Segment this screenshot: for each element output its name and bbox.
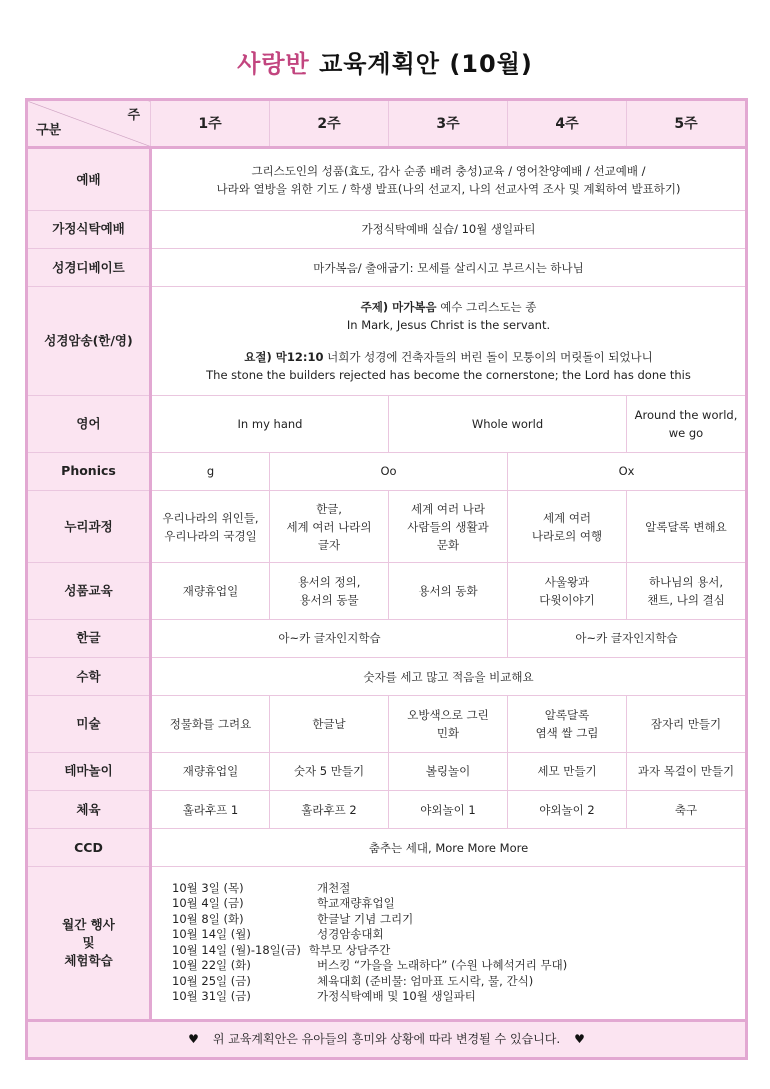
theme-play-label: 테마놀이 (27, 752, 151, 790)
nuri-w3-l2: 사람들의 생활과 (407, 519, 489, 534)
english-weeks-1-2: In my hand (151, 396, 389, 452)
event-item (172, 958, 741, 974)
nuri-w2-l2: 세계 여러 나라의 (286, 519, 372, 534)
heart-icon: ♥ (188, 1032, 199, 1047)
heart-icon: ♥ (574, 1032, 585, 1047)
character-w2-l2: 용서의 동물 (299, 593, 359, 607)
event-date: 10월 3일 (목) (172, 880, 244, 895)
phonics-row (27, 452, 747, 490)
hangul-label: 한글 (27, 619, 151, 657)
character-w5-l2: 챈트, 나의 결심 (647, 593, 725, 607)
bible-debate-row (27, 249, 747, 287)
character-week-2 (270, 563, 389, 619)
pe-week-5: 축구 (627, 790, 747, 828)
memory-verse-label: 요절) 막12:10 (244, 350, 324, 365)
ccd-content: 춤추는 세대, More More More (151, 829, 747, 867)
nuri-week-4 (508, 490, 627, 563)
event-date: 10월 14일 (월) (172, 927, 251, 942)
character-w4-l2: 다윗이야기 (539, 593, 595, 607)
education-plan-table (25, 98, 748, 1060)
art-w2-l1: 한글날 (312, 716, 346, 731)
art-week-3 (389, 696, 508, 752)
art-row (27, 696, 747, 752)
theme-play-week-5: 과자 목걸이 만들기 (627, 752, 747, 790)
memory-theme-label: 주제) 마가복음 (360, 300, 437, 315)
bible-memory-label: 성경암송(한/영) (27, 287, 151, 396)
memory-verse-korean: 너희가 성경에 건축자들의 버린 돌이 모퉁이의 머릿돌이 되었나니 (327, 350, 653, 365)
pe-label: 체육 (27, 790, 151, 828)
math-row (27, 657, 747, 695)
event-item (172, 912, 741, 928)
week-3-header: 3주 (389, 100, 508, 148)
art-label: 미술 (27, 696, 151, 752)
character-w2-l1: 용서의 정의, (297, 575, 361, 589)
nuri-w4-l1: 세계 여러 (542, 510, 592, 525)
event-item (172, 943, 741, 959)
character-w3-l1: 용서의 동화 (418, 584, 478, 598)
worship-label: 예배 (27, 148, 151, 210)
events-label-line-3: 체험학습 (64, 952, 113, 968)
nuri-week-5 (627, 490, 747, 563)
event-text: 체육대회 (준비물: 엄마표 도시락, 물, 간식) (317, 973, 534, 988)
pe-week-4: 야외놀이 2 (508, 790, 627, 828)
event-text: 한글날 기념 그리기 (317, 911, 414, 926)
events-label-line-2: 및 (82, 934, 95, 950)
english-week-5 (627, 396, 747, 452)
math-label: 수학 (27, 657, 151, 695)
week-1-header: 1주 (151, 100, 270, 148)
english-weeks-3-4: Whole world (389, 396, 627, 452)
events-label-line-1: 월간 행사 (62, 916, 115, 932)
art-w3-l1: 오방색으로 그린 (407, 707, 489, 722)
week-2-header: 2주 (270, 100, 389, 148)
nuri-w5-l1: 알록달록 변해요 (645, 519, 727, 534)
nuri-w1-l2: 우리나라의 국경일 (164, 528, 257, 543)
nuri-w3-l1: 세계 여러 나라 (411, 501, 485, 516)
phonics-week-1: g (151, 452, 270, 490)
event-text: 학교재량휴업일 (317, 896, 395, 911)
nuri-week-1 (151, 490, 270, 563)
art-w4-l1: 알록달록 (544, 707, 590, 722)
event-item (172, 881, 741, 897)
character-w1-l1: 재량휴업일 (182, 584, 239, 598)
worship-row (27, 148, 747, 210)
art-w3-l2: 민화 (436, 725, 460, 740)
character-w4-l1: 사울왕과 (544, 575, 590, 589)
english-label: 영어 (27, 396, 151, 452)
week-axis-label: 주 (127, 108, 140, 123)
art-w4-l2: 염색 쌀 그림 (535, 725, 599, 740)
character-row (27, 563, 747, 619)
worship-content (151, 148, 747, 210)
family-worship-row (27, 210, 747, 248)
event-date: 10월 8일 (화) (172, 911, 244, 926)
nuri-week-2 (270, 490, 389, 563)
english-week-5-line-2: we go (668, 425, 704, 440)
worship-line-2: 나라와 열방을 위한 기도 / 학생 발표(나의 선교지, 나의 선교사역 조사 및 계획하여 발표하기) (216, 181, 681, 196)
category-axis-label: 구분 (36, 123, 62, 139)
bible-debate-label: 성경디베이트 (27, 249, 151, 287)
ccd-label: CCD (27, 829, 151, 867)
memory-theme-english: In Mark, Jesus Christ is the servant. (346, 318, 551, 333)
english-row (27, 396, 747, 452)
phonics-weeks-4-5: Ox (508, 452, 747, 490)
footer-row (27, 1020, 747, 1058)
event-item (172, 927, 741, 943)
plan-title: 교육계획안 (10월) (319, 50, 533, 78)
event-date: 10월 31일 (금) (172, 989, 251, 1004)
nuri-w4-l2: 나라로의 여행 (531, 528, 603, 543)
event-date: 10월 22일 (화) (172, 958, 251, 973)
memory-theme (156, 298, 741, 316)
theme-play-week-2: 숫자 5 만들기 (270, 752, 389, 790)
theme-play-week-1: 재량휴업일 (151, 752, 270, 790)
memory-verse (156, 348, 741, 366)
events-row (27, 867, 747, 1020)
math-content: 숫자를 세고 많고 적음을 비교해요 (151, 657, 747, 695)
events-list (151, 867, 747, 1020)
event-date: 10월 14일 (월)-18일(금) (172, 942, 301, 957)
art-w1-l1: 정물화를 그려요 (169, 716, 252, 731)
character-week-1 (151, 563, 270, 619)
character-week-5 (627, 563, 747, 619)
event-text: 가정식탁예배 및 10월 생일파티 (317, 989, 476, 1004)
hangul-weeks-1-3: 아~카 글자인지학습 (151, 619, 508, 657)
english-week-5-line-1: Around the world, (634, 407, 738, 422)
phonics-label: Phonics (27, 452, 151, 490)
nuri-w2-l1: 한글, (316, 501, 342, 516)
nuri-w1-l1: 우리나라의 위인들, (162, 510, 259, 525)
nuri-week-3 (389, 490, 508, 563)
event-text: 개천절 (317, 880, 351, 895)
pe-row (27, 790, 747, 828)
bible-memory-content (151, 287, 747, 396)
header-row (27, 100, 747, 148)
family-worship-content: 가정식탁예배 실습/ 10월 생일파티 (151, 210, 747, 248)
family-worship-label: 가정식탁예배 (27, 210, 151, 248)
footer-note-cell (27, 1020, 747, 1058)
event-text: 버스킹 “가을을 노래하다” (수원 나혜석거리 무대) (317, 958, 568, 973)
event-text: 성경암송대회 (317, 927, 384, 942)
event-item (172, 974, 741, 990)
character-w5-l1: 하나님의 용서, (649, 575, 723, 589)
phonics-weeks-2-3: Oo (270, 452, 508, 490)
theme-play-row (27, 752, 747, 790)
page-title (0, 44, 770, 79)
nuri-w2-l3: 글자 (317, 537, 341, 552)
header-corner-cell (27, 100, 151, 148)
class-name: 사랑반 (237, 50, 310, 78)
memory-theme-korean: 예수 그리스도는 종 (440, 300, 537, 315)
event-date: 10월 25일 (금) (172, 973, 251, 988)
event-item (172, 896, 741, 912)
art-week-2 (270, 696, 389, 752)
footer-note: 위 교육계획안은 유아들의 흥미와 상황에 따라 변경될 수 있습니다. (212, 1032, 561, 1047)
character-label: 성품교육 (27, 563, 151, 619)
theme-play-week-3: 볼링놀이 (389, 752, 508, 790)
art-week-4 (508, 696, 627, 752)
theme-play-week-4: 세모 만들기 (508, 752, 627, 790)
art-week-5 (627, 696, 747, 752)
bible-debate-content: 마가복음/ 출애굽기: 모세를 살리시고 부르시는 하나님 (151, 249, 747, 287)
week-4-header: 4주 (508, 100, 627, 148)
pe-week-2: 훌라후프 2 (270, 790, 389, 828)
event-item (172, 989, 741, 1005)
events-label (27, 867, 151, 1020)
nuri-w3-l3: 문화 (436, 537, 460, 552)
art-week-1 (151, 696, 270, 752)
week-5-header: 5주 (627, 100, 747, 148)
event-date: 10월 4일 (금) (172, 896, 244, 911)
hangul-weeks-4-5: 아~카 글자인지학습 (508, 619, 747, 657)
art-w5-l1: 잠자리 만들기 (650, 716, 722, 731)
nuri-row (27, 490, 747, 563)
event-text: 학부모 상담주간 (308, 942, 391, 957)
bible-memory-row (27, 287, 747, 396)
character-week-4 (508, 563, 627, 619)
memory-verse-english: The stone the builders rejected has become the cornerstone; the Lord has done this (206, 368, 691, 383)
ccd-row (27, 829, 747, 867)
character-week-3 (389, 563, 508, 619)
worship-line-1: 그리스도인의 성품(효도, 감사 순종 배려 충성)교육 / 영어찬양예배 / 선교예배 / (251, 163, 646, 178)
nuri-label: 누리과정 (27, 490, 151, 563)
hangul-row (27, 619, 747, 657)
pe-week-3: 야외놀이 1 (389, 790, 508, 828)
pe-week-1: 훌라후프 1 (151, 790, 270, 828)
